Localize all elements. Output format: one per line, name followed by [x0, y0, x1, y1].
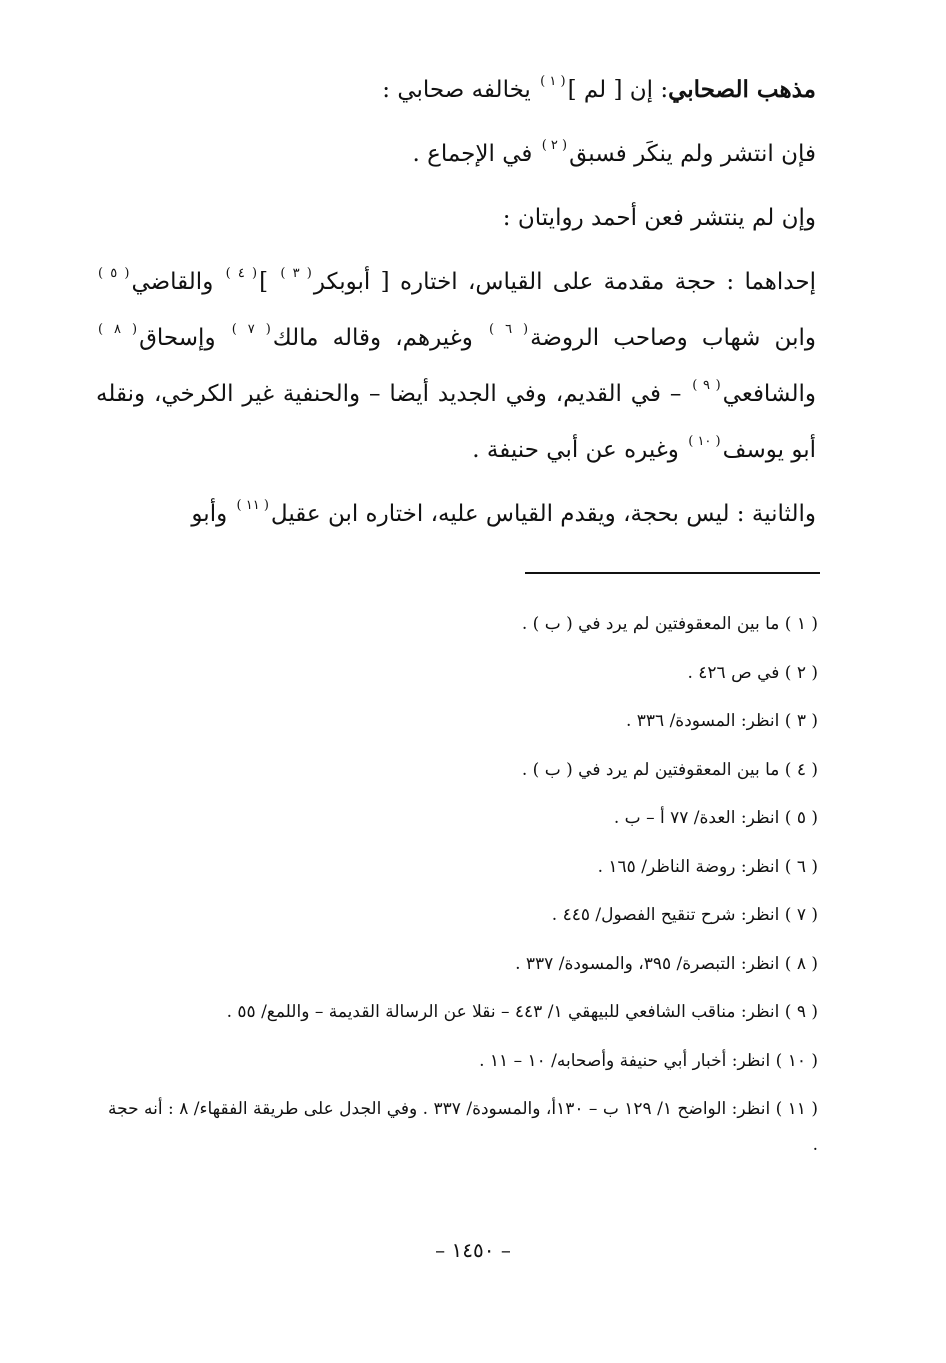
- paragraph-text: وإسحاق: [139, 325, 230, 351]
- footnote-ref-3: ( ٣ ): [280, 266, 312, 282]
- footnote-ref-5: ( ٥ ): [98, 266, 130, 282]
- paragraph-text: وابن شهاب وصاحب الروضة: [530, 325, 816, 351]
- section-heading: مذهب الصحابي: [668, 76, 816, 103]
- paragraph-text: والشافعي: [722, 381, 816, 407]
- paragraph-text: إحداهما : حجة مقدمة على القياس، اختاره [ أبوبكر: [313, 269, 816, 295]
- footnote-6: ( ٦ ) انظر: روضة الناظر/ ١٦٥ .: [597, 856, 818, 877]
- footnote-8: ( ٨ ) انظر: التبصرة/ ٣٩٥، والمسودة/ ٣٣٧ .: [515, 953, 818, 974]
- footnote-ref-7: ( ٧ ): [231, 322, 271, 338]
- footnote-ref-10: ( ١٠ ): [688, 434, 721, 450]
- paragraph-if-not-spread: وإن لم ينتشر فعن أحمد روايتان :: [502, 205, 816, 231]
- paragraph-sahabi-doctrine: [96, 62, 816, 118]
- paragraph-first-narration: [96, 254, 816, 478]
- footnotes: [108, 600, 818, 1163]
- footnote-10: ( ١٠ ) انظر: أخبار أبي حنيفة وأصحابه/ ١٠ – ١١ .: [479, 1050, 818, 1071]
- footnote-ref-6: ( ٦ ): [489, 322, 529, 338]
- footnote-7: ( ٧ ) انظر: شرح تنقيح الفصول/ ٤٤٥ .: [551, 905, 818, 925]
- footnote-4: ( ٤ ) ما بين المعقوفتين لم يرد في ( ب ) .: [521, 759, 818, 780]
- footnote-ref-9: ( ٩ ): [692, 378, 721, 394]
- footnote-11: ( ١١ ) انظر: الواضح ١/ ١٢٩ ب – ١٣٠أ، والمسودة/ ٣٣٧ . وفي الجدل على طريقة الفقهاء/ ٨ : أنه حجة .: [108, 1099, 818, 1155]
- paragraph-text: وغيرهم، وقاله مالك: [272, 325, 488, 351]
- paragraph-text: ]: [259, 269, 279, 295]
- paragraph-text: وأبو: [191, 501, 235, 527]
- paragraph-text: – في القديم، وفي الجديد أيضا – والحنفية غير الكرخي، ونقله أبو يوسف: [96, 381, 816, 463]
- paragraph-if-spread: [96, 126, 816, 182]
- footnote-divider: [525, 572, 820, 574]
- footnote-2: ( ٢ ) في ص ٤٢٦ .: [687, 662, 818, 683]
- paragraph-text: في الإجماع .: [412, 141, 540, 167]
- footnote-1: ( ١ ) ما بين المعقوفتين لم يرد في ( ب ) .: [521, 614, 818, 634]
- footnote-ref-1: ( ١ ): [540, 74, 566, 90]
- paragraph-text: والقاضي: [131, 269, 224, 295]
- footnote-ref-2: ( ٢ ): [541, 138, 568, 154]
- paragraph-text: وغيره عن أبي حنيفة .: [472, 437, 687, 463]
- page-number: – ١٤٥٠ –: [435, 1238, 511, 1262]
- paragraph-text: : إن [ لم ]: [567, 77, 669, 103]
- footnote-5: ( ٥ ) انظر: العدة/ ٧٧ أ – ب .: [613, 808, 818, 828]
- paragraph-text: فإن انتشر ولم ينكَر فسبق: [569, 141, 816, 167]
- paragraph-text: والثانية : ليس بحجة، ويقدم القياس عليه، اختاره ابن عقيل: [270, 501, 816, 527]
- paragraph-text: يخالفه صحابي :: [382, 77, 539, 103]
- footnote-ref-8: ( ٨ ): [98, 322, 138, 338]
- footnote-ref-11: ( ١١ ): [236, 498, 269, 514]
- footnote-ref-4: ( ٤ ): [225, 266, 258, 282]
- paragraph-second-narration: [96, 486, 816, 542]
- footnote-3: ( ٣ ) انظر: المسودة/ ٣٣٦ .: [625, 711, 818, 731]
- main-text: [96, 62, 816, 550]
- footnote-9: ( ٩ ) انظر: مناقب الشافعي للبيهقي ١/ ٤٤٣ – نقلا عن الرسالة القديمة – واللمع/ ٥٥ .: [226, 1002, 818, 1022]
